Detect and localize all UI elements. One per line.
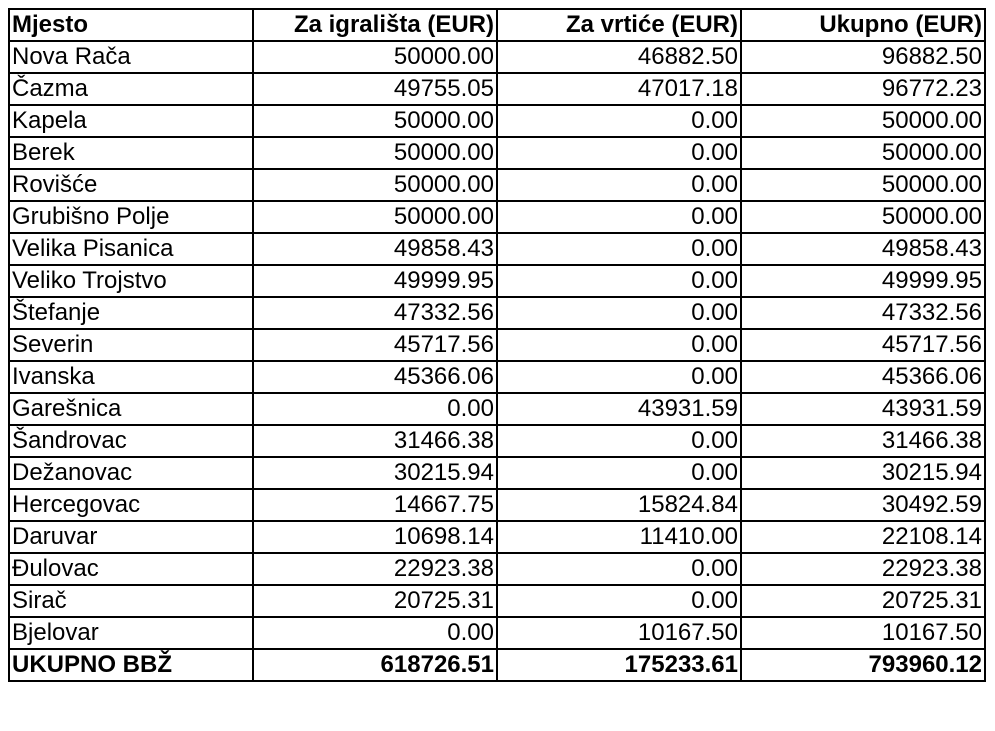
cell-mjesto: Daruvar: [9, 521, 253, 553]
cell-vrtice: 0.00: [497, 425, 741, 457]
table-row: [9, 617, 985, 649]
cell-vrtice: 0.00: [497, 137, 741, 169]
cell-igralista: 50000.00: [253, 137, 497, 169]
cell-mjesto: Kapela: [9, 105, 253, 137]
cell-igralista: 50000.00: [253, 169, 497, 201]
cell-igralista: 50000.00: [253, 105, 497, 137]
table-row: [9, 297, 985, 329]
cell-mjesto: Dežanovac: [9, 457, 253, 489]
cell-vrtice: 0.00: [497, 329, 741, 361]
table-row: [9, 169, 985, 201]
cell-igralista: 45717.56: [253, 329, 497, 361]
cell-mjesto: Severin: [9, 329, 253, 361]
cell-ukupno: 50000.00: [741, 169, 985, 201]
header-mjesto: Mjesto: [9, 9, 253, 41]
cell-vrtice: 10167.50: [497, 617, 741, 649]
header-igralista: Za igrališta (EUR): [253, 9, 497, 41]
table-row: [9, 457, 985, 489]
header-vrtice: Za vrtiće (EUR): [497, 9, 741, 41]
cell-ukupno: 96772.23: [741, 73, 985, 105]
cell-ukupno: 10167.50: [741, 617, 985, 649]
table-row: [9, 585, 985, 617]
cell-ukupno: 45366.06: [741, 361, 985, 393]
table-row: [9, 393, 985, 425]
cell-ukupno: 30215.94: [741, 457, 985, 489]
cell-mjesto: Bjelovar: [9, 617, 253, 649]
cell-vrtice: 0.00: [497, 169, 741, 201]
cell-igralista: 50000.00: [253, 41, 497, 73]
cell-ukupno: 22108.14: [741, 521, 985, 553]
table-row: [9, 265, 985, 297]
cell-vrtice: 15824.84: [497, 489, 741, 521]
cell-mjesto: Hercegovac: [9, 489, 253, 521]
cell-igralista: 20725.31: [253, 585, 497, 617]
header-ukupno: Ukupno (EUR): [741, 9, 985, 41]
table-row: [9, 425, 985, 457]
cell-igralista: 31466.38: [253, 425, 497, 457]
cell-mjesto: Đulovac: [9, 553, 253, 585]
cell-igralista: 0.00: [253, 617, 497, 649]
cell-igralista: 0.00: [253, 393, 497, 425]
funding-table: [8, 8, 986, 682]
cell-mjesto: Štefanje: [9, 297, 253, 329]
table-row: [9, 489, 985, 521]
cell-mjesto: Garešnica: [9, 393, 253, 425]
cell-mjesto: Velika Pisanica: [9, 233, 253, 265]
cell-mjesto: Čazma: [9, 73, 253, 105]
cell-igralista: 10698.14: [253, 521, 497, 553]
cell-igralista: 50000.00: [253, 201, 497, 233]
cell-vrtice: 0.00: [497, 361, 741, 393]
cell-ukupno: 49999.95: [741, 265, 985, 297]
cell-igralista: 49999.95: [253, 265, 497, 297]
cell-vrtice: 43931.59: [497, 393, 741, 425]
table-row: [9, 329, 985, 361]
table-row: [9, 105, 985, 137]
table-row: [9, 137, 985, 169]
cell-vrtice: 0.00: [497, 297, 741, 329]
cell-igralista: 47332.56: [253, 297, 497, 329]
cell-igralista: 22923.38: [253, 553, 497, 585]
cell-ukupno: 50000.00: [741, 201, 985, 233]
cell-mjesto: Rovišće: [9, 169, 253, 201]
total-cell-vrtice: 175233.61: [497, 649, 741, 681]
cell-igralista: 45366.06: [253, 361, 497, 393]
cell-mjesto: Nova Rača: [9, 41, 253, 73]
table-row: [9, 553, 985, 585]
cell-ukupno: 49858.43: [741, 233, 985, 265]
cell-ukupno: 20725.31: [741, 585, 985, 617]
cell-ukupno: 43931.59: [741, 393, 985, 425]
cell-mjesto: Sirač: [9, 585, 253, 617]
cell-igralista: 49755.05: [253, 73, 497, 105]
cell-vrtice: 47017.18: [497, 73, 741, 105]
cell-ukupno: 50000.00: [741, 137, 985, 169]
cell-vrtice: 0.00: [497, 553, 741, 585]
table-row: [9, 201, 985, 233]
cell-vrtice: 0.00: [497, 457, 741, 489]
total-cell-igralista: 618726.51: [253, 649, 497, 681]
total-cell-ukupno: 793960.12: [741, 649, 985, 681]
cell-mjesto: Grubišno Polje: [9, 201, 253, 233]
cell-vrtice: 0.00: [497, 233, 741, 265]
cell-igralista: 49858.43: [253, 233, 497, 265]
table-row: [9, 521, 985, 553]
cell-vrtice: 0.00: [497, 201, 741, 233]
table-body: [9, 41, 985, 681]
cell-igralista: 14667.75: [253, 489, 497, 521]
cell-vrtice: 0.00: [497, 265, 741, 297]
cell-mjesto: Ivanska: [9, 361, 253, 393]
cell-vrtice: 11410.00: [497, 521, 741, 553]
table-row: [9, 233, 985, 265]
header-row: [9, 9, 985, 41]
cell-igralista: 30215.94: [253, 457, 497, 489]
cell-ukupno: 45717.56: [741, 329, 985, 361]
cell-ukupno: 47332.56: [741, 297, 985, 329]
cell-ukupno: 96882.50: [741, 41, 985, 73]
cell-mjesto: Berek: [9, 137, 253, 169]
cell-mjesto: Veliko Trojstvo: [9, 265, 253, 297]
total-row: [9, 649, 985, 681]
cell-mjesto: Šandrovac: [9, 425, 253, 457]
table-row: [9, 41, 985, 73]
total-cell-mjesto: UKUPNO BBŽ: [9, 649, 253, 681]
cell-vrtice: 0.00: [497, 105, 741, 137]
table-row: [9, 361, 985, 393]
cell-ukupno: 30492.59: [741, 489, 985, 521]
cell-vrtice: 0.00: [497, 585, 741, 617]
cell-vrtice: 46882.50: [497, 41, 741, 73]
cell-ukupno: 22923.38: [741, 553, 985, 585]
cell-ukupno: 31466.38: [741, 425, 985, 457]
cell-ukupno: 50000.00: [741, 105, 985, 137]
table-row: [9, 73, 985, 105]
